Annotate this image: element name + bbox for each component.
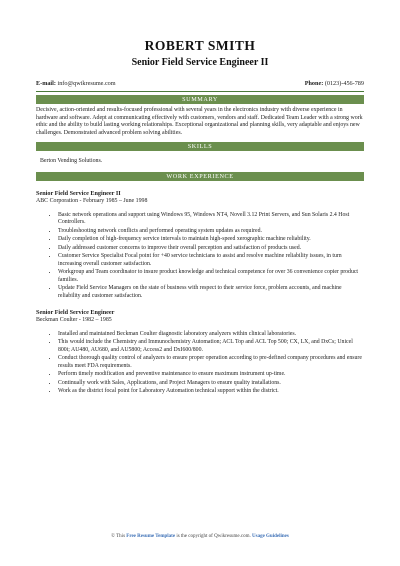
list-item: • Customer Service Specialist Focal point for +40 service technicians to assist and resolve machine reliability issues, in turn increasing overall customer satisfaction. — [58, 253, 364, 268]
free-resume-template-link[interactable]: Free Resume Template — [126, 534, 176, 539]
candidate-name: ROBERT SMITH — [144, 38, 256, 53]
header-divider — [36, 91, 364, 92]
footer-middle: is the copyright of Qwikresume.com. — [175, 534, 253, 539]
phone-label: Phone: — [304, 80, 324, 87]
job-company-dates: ABC Corporation - February 1985 – June 1998 — [36, 197, 148, 204]
job-entry — [36, 190, 364, 300]
job-title: Senior Field Service Engineer — [36, 309, 115, 317]
usage-guidelines-link[interactable]: Usage Guidelines — [252, 534, 289, 539]
list-item: • Daily completion of high-frequency service intervals to maintain high-speed xerographic machine reliability. — [58, 236, 364, 244]
skills-text: Berton Vending Solutions. — [40, 158, 103, 165]
contact-line — [36, 80, 364, 88]
email-value[interactable]: info@qwikresume.com — [57, 80, 116, 87]
job-company-dates: Beckman Coulter - 1982 – 1985 — [36, 317, 112, 324]
job-bullet-list — [36, 331, 364, 396]
list-item: • Work as the district focal point for Laboratory Automation technical support within the district. — [58, 388, 364, 396]
summary-heading: SUMMARY — [36, 95, 364, 104]
list-item: • Installed and maintained Beckman Coulter diagnostic laboratory analyzers within clinical laboratories. — [58, 331, 364, 339]
list-item: • Conduct thorough quality control of analyzers to ensure proper operation according to pre-defined company procedures and ensure results meet FDA requirements. — [58, 355, 364, 370]
job-bullet-list — [36, 212, 364, 301]
candidate-title: Senior Field Service Engineer II — [131, 57, 269, 68]
list-item: • Continually work with Sales, Applications, and Project Managers to ensure quality installations. — [58, 380, 364, 388]
email-contact — [36, 80, 116, 88]
list-item: • This would include the Chemistry and Immunochemistry Automation; ACL Top and ACL Top 500; CX, LX, and DxCs; Unicel 800i; AU480, AU680, and AU5800; Access2 and DxI600/800. — [58, 339, 364, 354]
skills-heading: SKILLS — [36, 142, 364, 151]
job-title: Senior Field Service Engineer II — [36, 189, 121, 197]
list-item: • Troubleshooting network conflicts and performed operating system updates as required. — [58, 228, 364, 236]
list-item: • Perform timely modification and preventive maintenance to ensure maximum instrument up-time. — [58, 371, 364, 379]
footer — [0, 534, 400, 539]
job-entry — [36, 309, 364, 396]
list-item: • Update Field Service Managers on the state of business with respect to their service force, problem accounts, and machine reliability and customer satisfaction. — [58, 285, 364, 300]
footer-prefix: © This — [111, 534, 127, 539]
email-label: E-mail: — [36, 80, 56, 87]
summary-text: Decisive, action-oriented and results-focused professional with several years in the electronics industry with diverse experience in hardware and software. Adept at communicating effectively with customers, vendors and staff. Dedicated Team Leader with a strong work ethic and the ability to build lasting working relationships. Exceptional organizational and planning skills, very adaptable and enjoys new challenges. Demonstrated advanced problem solving abilities. — [36, 107, 363, 136]
list-item: • Workgroup and Team coordinator to insure product knowledge and technical competence for over 36 convenience copier product families. — [58, 269, 364, 284]
phone-value: (0123)-456-789 — [324, 80, 364, 87]
list-item: • Basic network operations and support using Windows 95, Windows NT4, Novell 3.12 Print Servers, and Sun Solaris 2.4 Host Controllers. — [58, 212, 364, 227]
list-item: • Daily addressed customer concerns to improve their overall perception and satisfaction of products used. — [58, 245, 364, 253]
phone-contact — [305, 80, 364, 88]
experience-heading: WORK EXPERIENCE — [36, 172, 364, 181]
